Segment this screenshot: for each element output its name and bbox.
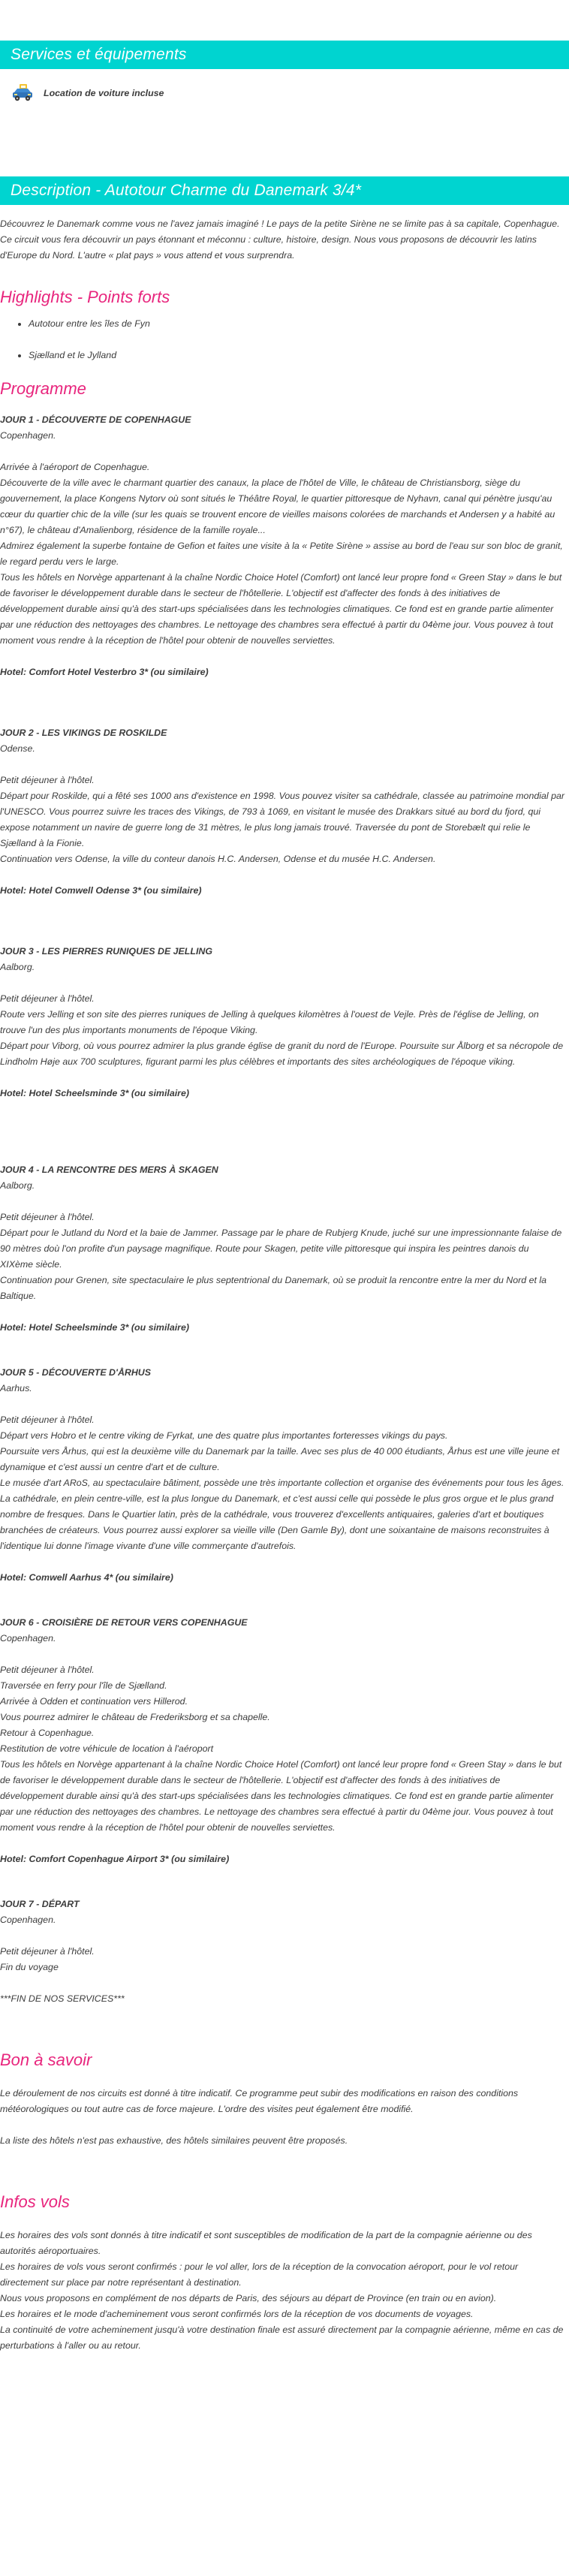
day-6: [0, 1615, 569, 1867]
day-text: Restitution de votre véhicule de location à l'aéroport: [0, 1743, 214, 1754]
programme-title: Programme: [0, 379, 86, 398]
bon-a-savoir-text: Le déroulement de nos circuits est donné à titre indicatif. Ce programme peut subir des modifications en raison des conditions météorologiques ou tout autre cas de force majeure. L'ordre des visites peut également être modifié.: [0, 2088, 519, 2114]
day-text: Petit déjeuner à l'hôtel.: [0, 993, 95, 1004]
day-3: [0, 944, 569, 1101]
day-title: JOUR 5 - DÉCOUVERTE D'ÅRHUS: [0, 1367, 151, 1378]
day-text: Retour à Copenhague.: [0, 1728, 95, 1738]
infos-vols-line: La continuité de votre acheminement jusqu'à votre destination finale est assuré directement par la compagnie aérienne, même en cas de perturbations à l'aller ou au retour.: [0, 2324, 564, 2351]
bon-a-savoir-title: Bon à savoir: [0, 2050, 92, 2069]
day-text: Petit déjeuner à l'hôtel.: [0, 1212, 95, 1222]
day-text: Petit déjeuner à l'hôtel.: [0, 775, 95, 785]
day-hotel: Hotel: Hotel Scheelsminde 3* (ou similaire): [0, 1088, 190, 1098]
day-text: Petit déjeuner à l'hôtel.: [0, 1415, 95, 1425]
end-of-services: ***FIN DE NOS SERVICES***: [0, 1993, 125, 2004]
day-text: Arrivée à l'aéroport de Copenhague.: [0, 462, 150, 472]
day-hotel: Hotel: Hotel Comwell Odense 3* (ou similaire): [0, 885, 202, 896]
day-title: JOUR 2 - LES VIKINGS DE ROSKILDE: [0, 728, 167, 738]
day-text: Poursuite vers Århus, qui est la deuxième ville du Danemark par la taille. Avec ses plus de 40 000 étudiants, Århus est une ville jeune et dynamique et c'est aussi un centre d'art et de culture.: [0, 1446, 560, 1472]
infos-vols-line: Les horaires des vols sont donnés à titre indicatif et sont susceptibles de modification de la part de la compagnie aérienne ou des autorités aéroportuaires.: [0, 2230, 532, 2256]
infos-vols-title: Infos vols: [0, 2192, 70, 2211]
day-city: Copenhagen.: [0, 1633, 56, 1644]
description-header: Description - Autotour Charme du Danemark 3/4*: [0, 176, 569, 205]
description-intro: Découvrez le Danemark comme vous ne l'avez jamais imaginé ! Le pays de la petite Sirène ne se limite pas à sa capitale, Copenhague. Ce circuit vous fera découvrir un pays étonnant et méconnu : culture, histoire, design. Nous vous proposons de découvrir les latins d'Europe du Nord. L'autre « plat pays » vous attend et vous surprendra.: [0, 218, 560, 261]
day-1: [0, 412, 569, 680]
day-text: Petit déjeuner à l'hôtel.: [0, 1665, 95, 1675]
day-text: Petit déjeuner à l'hôtel.: [0, 1946, 95, 1957]
bon-a-savoir-text: La liste des hôtels n'est pas exhaustive, des hôtels similaires peuvent être proposés.: [0, 2135, 348, 2146]
day-hotel: Hotel: Hotel Scheelsminde 3* (ou similaire): [0, 1322, 190, 1333]
day-title: JOUR 7 - DÉPART: [0, 1899, 80, 1909]
infos-vols-line: Les horaires de vols vous seront confirmés : pour le vol aller, lors de la réception de la convocation aéroport, pour le vol retour directement sur place par notre représentant à destination.: [0, 2261, 519, 2288]
day-city: Copenhagen.: [0, 430, 56, 441]
day-text: Route vers Jelling et son site des pierres runiques de Jelling à quelques kilomètres à l'ouest de Vejle. Près de l'église de Jelling, on trouve l'un des plus importants monuments de l'époque Viking.: [0, 1009, 539, 1035]
day-hotel: Hotel: Comwell Aarhus 4* (ou similaire): [0, 1572, 173, 1583]
services-header: Services et équipements: [0, 41, 569, 69]
highlight-item: • Sjælland et le Jylland: [29, 348, 569, 363]
day-city: Aalborg.: [0, 962, 35, 972]
day-text: Le musée d'art ARoS, au spectaculaire bâtiment, possède une très importante collection et organise des événements pour tous les âges. La cathédrale, en plein centre-ville, est la plus longue du Danemark, et c'est aussi celle qui possède le plus gros orgue et le plus grand nombre de fresques. Dans le Quartier latin, près de la cathédrale, vous trouverez d'excellents antiquaires, galeries d'art et boutiques branchées de créateurs. Vous pourrez aussi explorer sa vieille ville (Den Gamle By), dont une soixantaine de maisons reconstruites à l'identique lui donne l'image vivante d'une ville commerçante d'autrefois.: [0, 1478, 564, 1551]
day-text: Tous les hôtels en Norvège appartenant à la chaîne Nordic Choice Hotel (Comfort) ont lancé leur propre fond « Green Stay » dans le but de favoriser le développement durable dans le secteur de l'hôtellerie. L'objectif est d'affecter des fonds à des initiatives de développement durable ainsi qu'à des start-ups spécialisées dans les technologies climatiques. Ce fond est en grande partie alimenter par une réduction des nettoyages des chambres. Le nettoyage des chambres sera effectué à partir du 04ème jour. Vous pouvez à tout moment vous rendre à la réception de l'hôtel pour obtenir de nouvelles serviettes.: [0, 1759, 562, 1833]
day-2: [0, 725, 569, 899]
car-rental-icon: [11, 83, 35, 103]
day-city: Aarhus.: [0, 1383, 32, 1393]
service-item-car: [0, 69, 569, 110]
day-title: JOUR 1 - DÉCOUVERTE DE COPENHAGUE: [0, 414, 191, 425]
infos-vols-line: Nous vous proposons en complément de nos départs de Paris, des séjours au départ de Province (en train ou en avion).: [0, 2293, 497, 2303]
day-text: Découverte de la ville avec le charmant quartier des canaux, la place de l'hôtel de Ville, le château de Christiansborg, siège du gouvernement, la place Kongens Nytorv où sont situés le Théâtre Royal, le quartier pittoresque de Nyhavn, canal qui pénètre jusqu'au cœur du quartier chic de la ville (sur les quais se trouvent encore de vieilles maisons colorées de marchands et Andersen y a habité au n°67), le château d'Amalienborg, résidence de la famille royale...: [0, 478, 555, 535]
day-hotel: Hotel: Comfort Copenhague Airport 3* (ou similaire): [0, 1854, 230, 1864]
day-text: Continuation vers Odense, la ville du conteur danois H.C. Andersen, Odense et du musée H.C. Andersen.: [0, 854, 436, 864]
day-text: Départ vers Hobro et le centre viking de Fyrkat, une des quatre plus importantes forteresses vikings du pays.: [0, 1430, 448, 1441]
day-title: JOUR 6 - CROISIÈRE DE RETOUR VERS COPENHAGUE: [0, 1617, 248, 1628]
service-item-label: Location de voiture incluse: [44, 88, 164, 98]
day-city: Aalborg.: [0, 1180, 35, 1191]
highlights-list: [0, 316, 569, 363]
day-hotel: Hotel: Comfort Hotel Vesterbro 3* (ou similaire): [0, 667, 209, 677]
day-city: Odense.: [0, 743, 35, 754]
day-text: Arrivée à Odden et continuation vers Hillerod.: [0, 1696, 188, 1707]
highlight-item: • Autotour entre les îles de Fyn: [29, 316, 569, 332]
day-text: Départ pour Roskilde, qui a fêté ses 1000 ans d'existence en 1998. Vous pouvez visiter sa cathédrale, classée au patrimoine mondial par l'UNESCO. Vous pourrez suivre les traces des Vikings, de 793 à 1069, en visitant le musée des Drakkars situé au bord du fjord, qui expose notamment un navire de guerre long de 31 mètres, le plus long jamais trouvé. Traversée du pont de Storebælt qui relie le Sjælland à la Fionie.: [0, 791, 564, 848]
day-text: Traversée en ferry pour l'île de Sjælland.: [0, 1680, 167, 1691]
day-title: JOUR 3 - LES PIERRES RUNIQUES DE JELLING: [0, 946, 212, 957]
highlights-title: Highlights - Points forts: [0, 288, 170, 306]
day-text: Départ pour Viborg, où vous pourrez admirer la plus grande église de granit du nord de l'Europe. Poursuite sur Ålborg et sa nécropole de Lindholm Høje aux 700 sculptures, figurant parmi les plus célèbres et importants des sites archéologiques de l'époque viking.: [0, 1041, 564, 1067]
day-text: Continuation pour Grenen, site spectaculaire le plus septentrional du Danemark, où se produit la rencontre entre la mer du Nord et la Baltique.: [0, 1275, 547, 1301]
day-city: Copenhagen.: [0, 1915, 56, 1925]
day-text: Admirez également la superbe fontaine de Gefion et faites une visite à la « Petite Sirène » assise au bord de l'eau sur son bloc de granit, le regard perdu vers le large.: [0, 541, 563, 567]
infos-vols-line: Les horaires et le mode d'acheminement vous seront confirmés lors de la réception de vos documents de voyages.: [0, 2309, 474, 2319]
day-text: Fin du voyage: [0, 1962, 59, 1972]
page: [0, 41, 569, 2354]
day-4: [0, 1162, 569, 1336]
day-7: [0, 1897, 569, 2007]
day-5: [0, 1365, 569, 1586]
day-text: Tous les hôtels en Norvège appartenant à la chaîne Nordic Choice Hotel (Comfort) ont lancé leur propre fond « Green Stay » dans le but de favoriser le développement durable dans le secteur de l'hôtellerie. L'objectif est d'affecter des fonds à des initiatives de développement durable ainsi qu'à des start-ups spécialisées dans les technologies climatiques. Ce fond est en grande partie alimenter par une réduction des nettoyages des chambres. Le nettoyage des chambres sera effectué à partir du 04ème jour. Vous pouvez à tout moment vous rendre à la réception de l'hôtel pour obtenir de nouvelles serviettes.: [0, 572, 562, 646]
day-text: Vous pourrez admirer le château de Frederiksborg et sa chapelle.: [0, 1712, 270, 1722]
day-text: Départ pour le Jutland du Nord et la baie de Jammer. Passage par le phare de Rubjerg Knude, juché sur une impressionnante falaise de 90 mètres doù l'on profite d'un paysage magnifique. Route pour Skagen, petite ville pittoresque qui inspira les peintres danois du XIXème siècle.: [0, 1228, 562, 1270]
day-title: JOUR 4 - LA RENCONTRE DES MERS À SKAGEN: [0, 1164, 218, 1175]
